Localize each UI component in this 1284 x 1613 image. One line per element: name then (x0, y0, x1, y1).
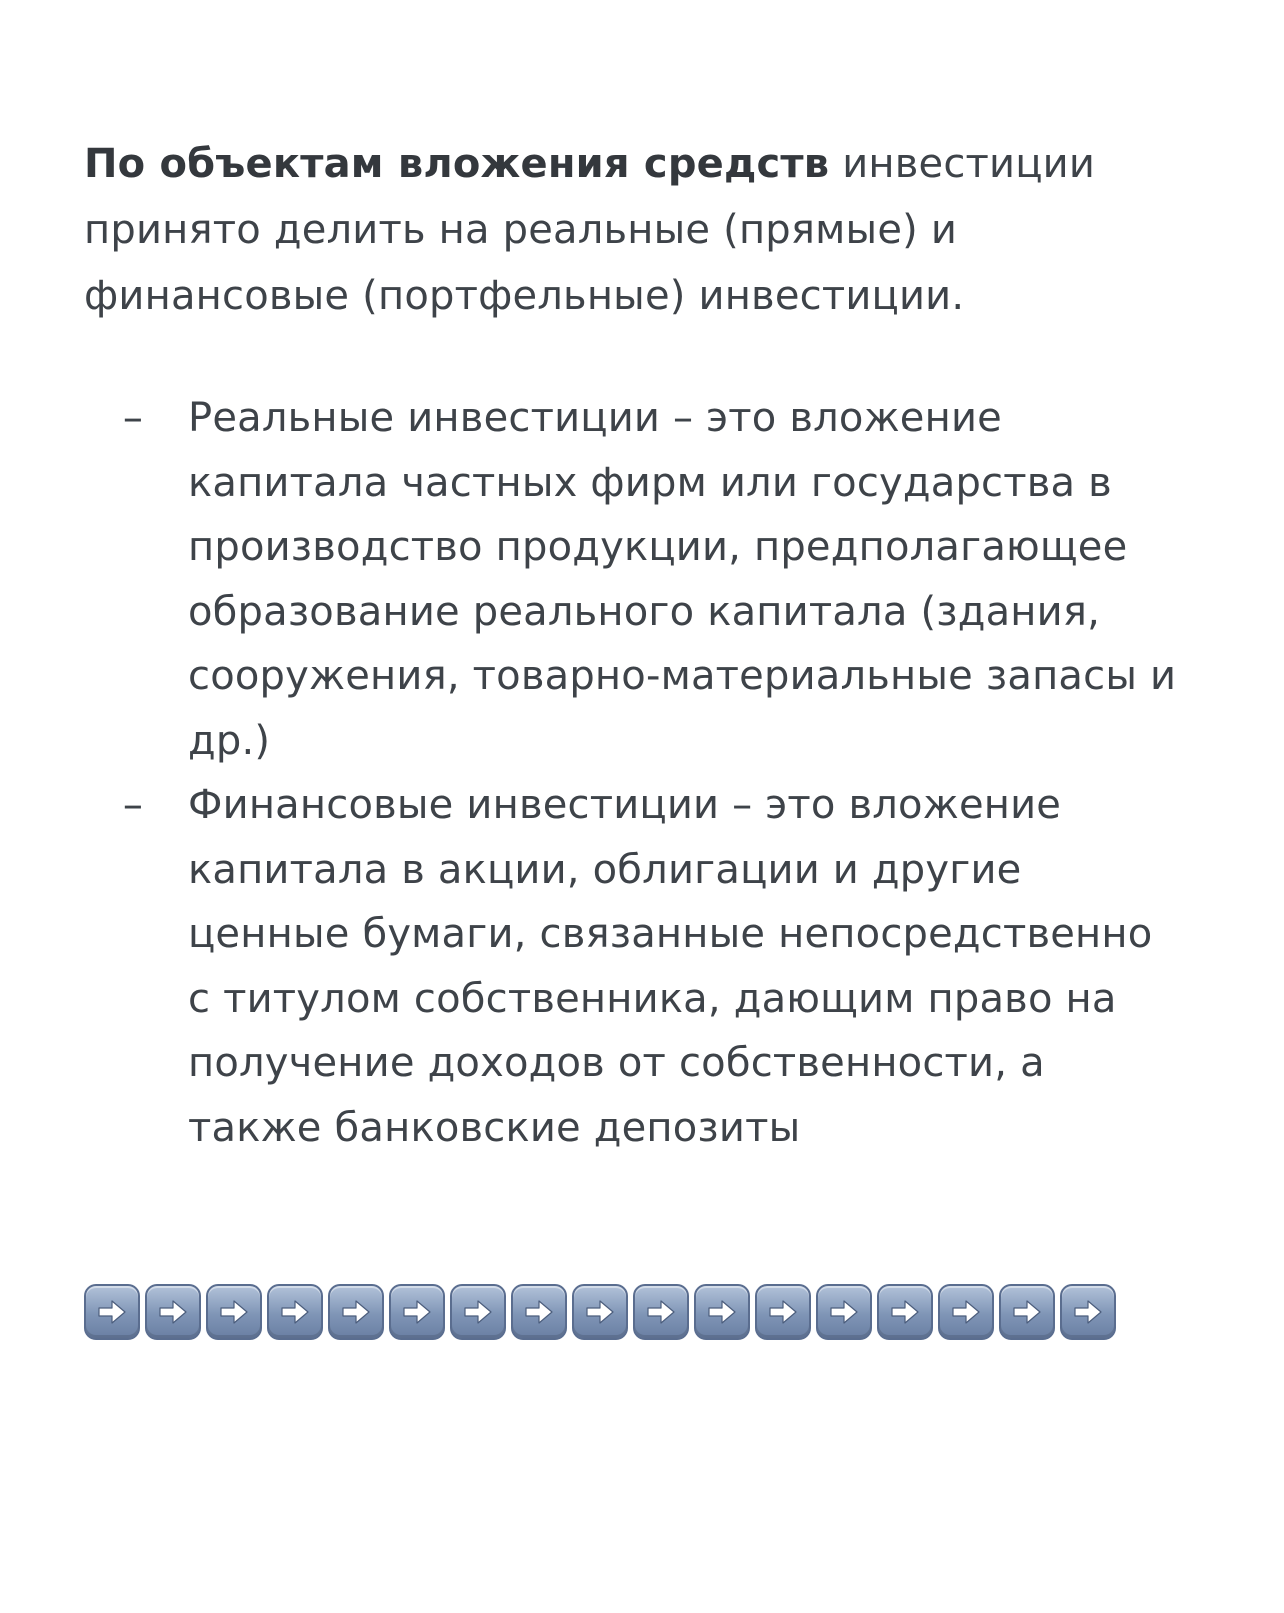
right-arrow-button-icon (572, 1284, 628, 1340)
right-arrow-button-icon (816, 1284, 872, 1340)
investment-types-list (84, 386, 1184, 1160)
right-arrow-button-icon (206, 1284, 262, 1340)
list-item-text: Финансовые инвестиции – это вложение капитала в акции, облигации и другие ценные бумаги, связанные непосредственно с титулом собственника, дающим право на получение доходов от собственности, а также банковские депозиты (188, 782, 1153, 1151)
right-arrow-button-icon (877, 1284, 933, 1340)
right-arrow-button-icon (145, 1284, 201, 1340)
list-dash-marker: – (122, 782, 144, 828)
right-arrow-button-icon (450, 1284, 506, 1340)
right-arrow-button-icon (1060, 1284, 1116, 1340)
intro-paragraph (84, 131, 1164, 329)
right-arrow-button-icon (755, 1284, 811, 1340)
list-dash-marker: – (122, 395, 144, 441)
right-arrow-button-icon (694, 1284, 750, 1340)
right-arrow-button-icon (938, 1284, 994, 1340)
list-item-financial-investments (84, 773, 1184, 1160)
right-arrow-button-icon (84, 1284, 140, 1340)
right-arrow-button-icon (511, 1284, 567, 1340)
intro-bold-phrase: По объектам вложения средств (84, 141, 830, 187)
right-arrow-button-icon (267, 1284, 323, 1340)
list-item-real-investments (84, 386, 1184, 773)
intro-text: инвестиции принято делить на реальные (прямые) и финансовые (портфельные) инвестиции. (84, 141, 1096, 319)
right-arrow-button-icon (999, 1284, 1055, 1340)
arrow-emoji-row (84, 1284, 1116, 1340)
right-arrow-button-icon (389, 1284, 445, 1340)
right-arrow-button-icon (633, 1284, 689, 1340)
right-arrow-button-icon (328, 1284, 384, 1340)
list-item-text: Реальные инвестиции – это вложение капитала частных фирм или государства в производство продукции, предполагающее образование реального капитала (здания, сооружения, товарно-материальные запасы и др.) (188, 395, 1177, 764)
